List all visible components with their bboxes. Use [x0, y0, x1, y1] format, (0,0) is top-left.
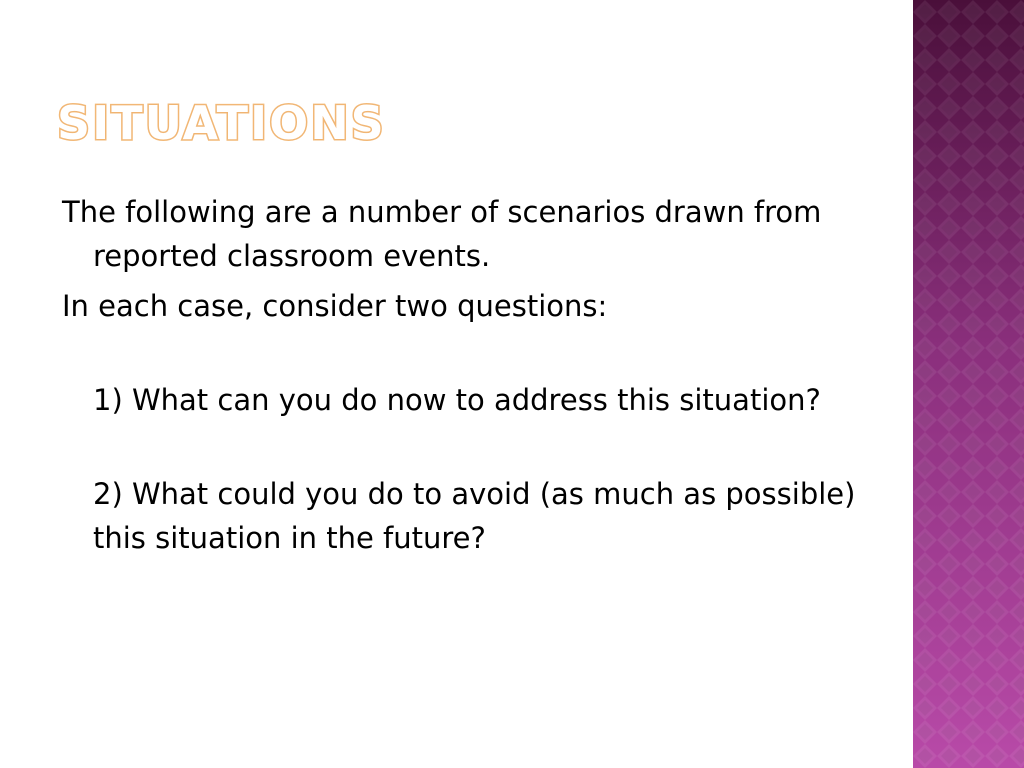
instruction-paragraph: In each case, consider two questions: [62, 289, 608, 323]
question-1: 1) What can you do now to address this situation? [93, 383, 821, 417]
intro-paragraph: The following are a number of scenarios drawn from reported classroom events. [62, 195, 822, 273]
slide-body [62, 190, 882, 560]
decorative-side-band [913, 0, 1024, 768]
slide-title: SITUATIONS [57, 96, 386, 150]
question-2: 2) What could you do to avoid (as much as possible) this situation in the future? [93, 477, 856, 555]
